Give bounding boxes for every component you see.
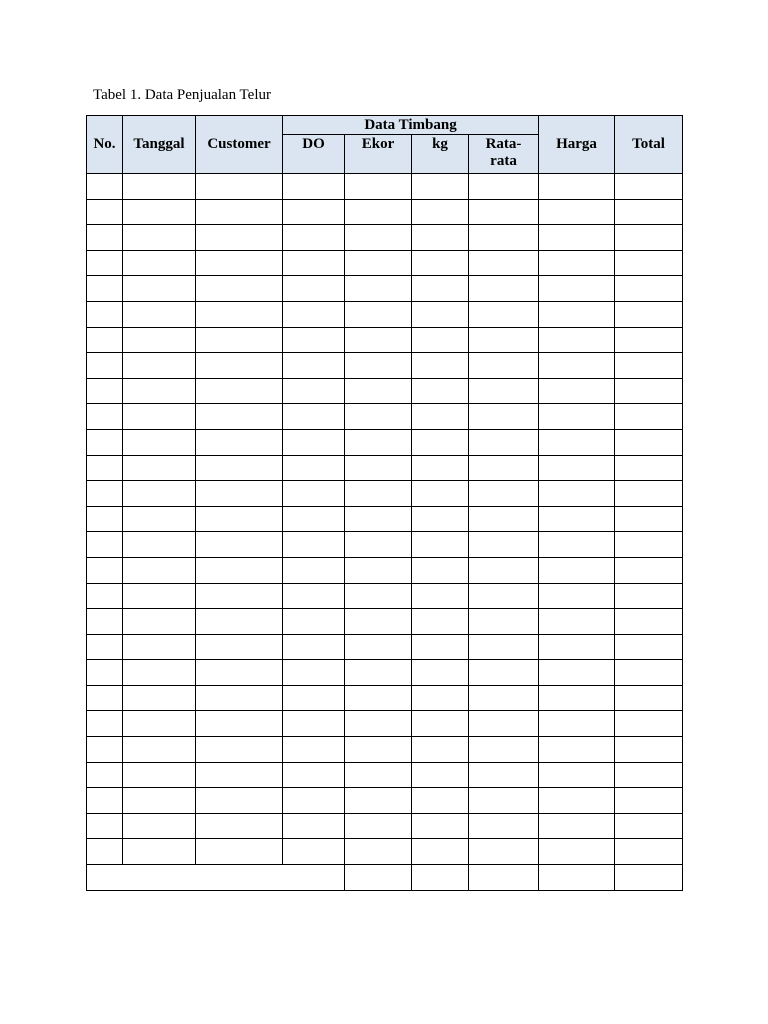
cell-total: [615, 813, 683, 839]
cell-harga: [539, 225, 615, 251]
cell-customer: [196, 813, 283, 839]
cell-kg: [412, 455, 469, 481]
header-total: Total: [615, 116, 683, 174]
cell-rata-rata: [469, 557, 539, 583]
cell-do: [283, 813, 345, 839]
cell-total: [615, 481, 683, 507]
cell-do: [283, 353, 345, 379]
table-row: [87, 276, 683, 302]
cell-no: [87, 711, 123, 737]
cell-customer: [196, 327, 283, 353]
cell-ekor: [345, 737, 412, 763]
cell-do: [283, 455, 345, 481]
summary-cell-ekor: [345, 865, 412, 891]
cell-harga: [539, 583, 615, 609]
cell-customer: [196, 378, 283, 404]
cell-tanggal: [123, 762, 196, 788]
table-row: [87, 788, 683, 814]
cell-rata-rata: [469, 378, 539, 404]
cell-total: [615, 225, 683, 251]
cell-rata-rata: [469, 429, 539, 455]
cell-no: [87, 481, 123, 507]
cell-ekor: [345, 532, 412, 558]
cell-rata-rata: [469, 276, 539, 302]
cell-do: [283, 634, 345, 660]
table-row: [87, 429, 683, 455]
cell-rata-rata: [469, 788, 539, 814]
cell-do: [283, 481, 345, 507]
table-row: [87, 199, 683, 225]
cell-no: [87, 276, 123, 302]
cell-no: [87, 532, 123, 558]
table-row: [87, 634, 683, 660]
table-row: [87, 685, 683, 711]
cell-harga: [539, 429, 615, 455]
cell-customer: [196, 660, 283, 686]
cell-customer: [196, 276, 283, 302]
cell-harga: [539, 788, 615, 814]
cell-kg: [412, 583, 469, 609]
cell-tanggal: [123, 404, 196, 430]
cell-ekor: [345, 378, 412, 404]
cell-kg: [412, 174, 469, 200]
cell-ekor: [345, 506, 412, 532]
cell-harga: [539, 532, 615, 558]
cell-kg: [412, 737, 469, 763]
cell-no: [87, 250, 123, 276]
cell-harga: [539, 737, 615, 763]
cell-harga: [539, 557, 615, 583]
cell-kg: [412, 660, 469, 686]
cell-harga: [539, 174, 615, 200]
cell-rata-rata: [469, 609, 539, 635]
cell-tanggal: [123, 532, 196, 558]
cell-harga: [539, 839, 615, 865]
cell-no: [87, 609, 123, 635]
cell-kg: [412, 276, 469, 302]
cell-harga: [539, 609, 615, 635]
cell-no: [87, 327, 123, 353]
cell-kg: [412, 481, 469, 507]
cell-tanggal: [123, 506, 196, 532]
cell-total: [615, 506, 683, 532]
cell-kg: [412, 225, 469, 251]
table-header: [87, 116, 683, 174]
cell-total: [615, 250, 683, 276]
cell-kg: [412, 685, 469, 711]
cell-no: [87, 199, 123, 225]
cell-total: [615, 301, 683, 327]
cell-ekor: [345, 762, 412, 788]
cell-customer: [196, 225, 283, 251]
cell-do: [283, 788, 345, 814]
cell-ekor: [345, 685, 412, 711]
cell-ekor: [345, 583, 412, 609]
cell-total: [615, 762, 683, 788]
cell-tanggal: [123, 788, 196, 814]
cell-ekor: [345, 225, 412, 251]
cell-ekor: [345, 813, 412, 839]
table-row: [87, 506, 683, 532]
cell-ekor: [345, 353, 412, 379]
cell-customer: [196, 250, 283, 276]
table-row: [87, 404, 683, 430]
cell-total: [615, 353, 683, 379]
cell-total: [615, 327, 683, 353]
cell-kg: [412, 711, 469, 737]
cell-kg: [412, 839, 469, 865]
cell-customer: [196, 532, 283, 558]
cell-total: [615, 557, 683, 583]
table-row: [87, 660, 683, 686]
cell-customer: [196, 788, 283, 814]
cell-rata-rata: [469, 455, 539, 481]
cell-harga: [539, 711, 615, 737]
summary-cell-kg: [412, 865, 469, 891]
cell-tanggal: [123, 250, 196, 276]
cell-total: [615, 583, 683, 609]
cell-do: [283, 506, 345, 532]
table-row: [87, 737, 683, 763]
cell-kg: [412, 378, 469, 404]
table-body: [87, 174, 683, 891]
cell-rata-rata: [469, 762, 539, 788]
cell-customer: [196, 762, 283, 788]
cell-kg: [412, 557, 469, 583]
cell-harga: [539, 762, 615, 788]
table-row: [87, 609, 683, 635]
cell-ekor: [345, 634, 412, 660]
cell-tanggal: [123, 276, 196, 302]
cell-customer: [196, 634, 283, 660]
cell-rata-rata: [469, 404, 539, 430]
cell-harga: [539, 404, 615, 430]
cell-ekor: [345, 199, 412, 225]
cell-rata-rata: [469, 660, 539, 686]
cell-ekor: [345, 276, 412, 302]
cell-tanggal: [123, 378, 196, 404]
table-caption: Tabel 1. Data Penjualan Telur: [93, 87, 271, 103]
cell-tanggal: [123, 429, 196, 455]
cell-harga: [539, 199, 615, 225]
cell-do: [283, 557, 345, 583]
cell-total: [615, 788, 683, 814]
header-rata-rata: Rata- rata: [469, 135, 539, 174]
cell-customer: [196, 481, 283, 507]
cell-tanggal: [123, 737, 196, 763]
cell-total: [615, 660, 683, 686]
cell-do: [283, 378, 345, 404]
cell-rata-rata: [469, 327, 539, 353]
cell-kg: [412, 199, 469, 225]
cell-total: [615, 737, 683, 763]
header-customer: Customer: [196, 116, 283, 174]
cell-total: [615, 634, 683, 660]
cell-harga: [539, 813, 615, 839]
table-row: [87, 378, 683, 404]
cell-customer: [196, 839, 283, 865]
cell-kg: [412, 762, 469, 788]
cell-do: [283, 276, 345, 302]
cell-ekor: [345, 404, 412, 430]
cell-harga: [539, 481, 615, 507]
cell-tanggal: [123, 199, 196, 225]
cell-harga: [539, 506, 615, 532]
cell-no: [87, 378, 123, 404]
cell-tanggal: [123, 634, 196, 660]
cell-customer: [196, 199, 283, 225]
cell-customer: [196, 455, 283, 481]
table-row: [87, 711, 683, 737]
header-do: DO: [283, 135, 345, 174]
cell-no: [87, 813, 123, 839]
cell-ekor: [345, 429, 412, 455]
cell-kg: [412, 327, 469, 353]
table-row: [87, 174, 683, 200]
cell-tanggal: [123, 609, 196, 635]
cell-do: [283, 327, 345, 353]
cell-no: [87, 455, 123, 481]
cell-customer: [196, 404, 283, 430]
cell-total: [615, 839, 683, 865]
cell-no: [87, 583, 123, 609]
cell-customer: [196, 429, 283, 455]
cell-do: [283, 429, 345, 455]
cell-do: [283, 762, 345, 788]
cell-no: [87, 660, 123, 686]
cell-total: [615, 685, 683, 711]
cell-ekor: [345, 557, 412, 583]
cell-ekor: [345, 481, 412, 507]
cell-tanggal: [123, 660, 196, 686]
cell-total: [615, 199, 683, 225]
summary-cell-harga: [539, 865, 615, 891]
table-row: [87, 250, 683, 276]
cell-do: [283, 532, 345, 558]
header-harga: Harga: [539, 116, 615, 174]
cell-rata-rata: [469, 353, 539, 379]
cell-harga: [539, 353, 615, 379]
cell-ekor: [345, 327, 412, 353]
cell-no: [87, 762, 123, 788]
cell-rata-rata: [469, 250, 539, 276]
cell-kg: [412, 788, 469, 814]
cell-harga: [539, 250, 615, 276]
cell-harga: [539, 685, 615, 711]
cell-rata-rata: [469, 174, 539, 200]
summary-cell-rata-rata: [469, 865, 539, 891]
cell-tanggal: [123, 839, 196, 865]
header-kg: kg: [412, 135, 469, 174]
cell-total: [615, 711, 683, 737]
cell-no: [87, 737, 123, 763]
cell-do: [283, 301, 345, 327]
summary-row: [87, 865, 683, 891]
cell-no: [87, 301, 123, 327]
cell-rata-rata: [469, 532, 539, 558]
cell-tanggal: [123, 481, 196, 507]
cell-tanggal: [123, 583, 196, 609]
cell-customer: [196, 301, 283, 327]
cell-kg: [412, 609, 469, 635]
cell-harga: [539, 660, 615, 686]
cell-rata-rata: [469, 225, 539, 251]
header-ekor: Ekor: [345, 135, 412, 174]
cell-rata-rata: [469, 506, 539, 532]
cell-rata-rata: [469, 737, 539, 763]
cell-total: [615, 609, 683, 635]
summary-label-cell: [87, 865, 345, 891]
cell-do: [283, 839, 345, 865]
cell-no: [87, 353, 123, 379]
cell-ekor: [345, 711, 412, 737]
cell-no: [87, 839, 123, 865]
cell-rata-rata: [469, 583, 539, 609]
cell-customer: [196, 174, 283, 200]
cell-no: [87, 429, 123, 455]
table-row: [87, 762, 683, 788]
cell-total: [615, 276, 683, 302]
cell-harga: [539, 301, 615, 327]
cell-do: [283, 685, 345, 711]
cell-rata-rata: [469, 685, 539, 711]
cell-customer: [196, 557, 283, 583]
cell-harga: [539, 276, 615, 302]
table-row: [87, 301, 683, 327]
cell-kg: [412, 506, 469, 532]
table-row: [87, 839, 683, 865]
table-row: [87, 481, 683, 507]
cell-no: [87, 404, 123, 430]
cell-do: [283, 583, 345, 609]
header-data-timbang: Data Timbang: [283, 116, 539, 135]
cell-tanggal: [123, 813, 196, 839]
cell-harga: [539, 634, 615, 660]
cell-rata-rata: [469, 634, 539, 660]
cell-no: [87, 225, 123, 251]
cell-rata-rata: [469, 839, 539, 865]
cell-customer: [196, 711, 283, 737]
cell-kg: [412, 250, 469, 276]
cell-rata-rata: [469, 199, 539, 225]
cell-harga: [539, 455, 615, 481]
cell-total: [615, 378, 683, 404]
cell-rata-rata: [469, 711, 539, 737]
cell-no: [87, 557, 123, 583]
cell-no: [87, 174, 123, 200]
cell-customer: [196, 583, 283, 609]
cell-kg: [412, 532, 469, 558]
cell-ekor: [345, 250, 412, 276]
cell-ekor: [345, 301, 412, 327]
cell-ekor: [345, 788, 412, 814]
cell-tanggal: [123, 327, 196, 353]
cell-ekor: [345, 174, 412, 200]
table-row: [87, 225, 683, 251]
cell-do: [283, 737, 345, 763]
cell-rata-rata: [469, 481, 539, 507]
cell-do: [283, 711, 345, 737]
cell-no: [87, 506, 123, 532]
cell-tanggal: [123, 557, 196, 583]
cell-do: [283, 250, 345, 276]
cell-kg: [412, 429, 469, 455]
cell-ekor: [345, 660, 412, 686]
cell-rata-rata: [469, 813, 539, 839]
cell-do: [283, 609, 345, 635]
table-row: [87, 583, 683, 609]
cell-rata-rata: [469, 301, 539, 327]
cell-tanggal: [123, 353, 196, 379]
cell-total: [615, 429, 683, 455]
summary-cell-total: [615, 865, 683, 891]
cell-do: [283, 225, 345, 251]
cell-kg: [412, 301, 469, 327]
table-row: [87, 353, 683, 379]
cell-tanggal: [123, 455, 196, 481]
table-row: [87, 532, 683, 558]
header-tanggal: Tanggal: [123, 116, 196, 174]
cell-ekor: [345, 839, 412, 865]
cell-no: [87, 634, 123, 660]
cell-customer: [196, 609, 283, 635]
cell-do: [283, 660, 345, 686]
table-row: [87, 455, 683, 481]
cell-tanggal: [123, 685, 196, 711]
cell-no: [87, 788, 123, 814]
cell-kg: [412, 353, 469, 379]
cell-no: [87, 685, 123, 711]
cell-do: [283, 174, 345, 200]
cell-kg: [412, 634, 469, 660]
cell-ekor: [345, 455, 412, 481]
cell-customer: [196, 685, 283, 711]
table-row: [87, 557, 683, 583]
cell-total: [615, 455, 683, 481]
cell-total: [615, 174, 683, 200]
table-row: [87, 327, 683, 353]
cell-harga: [539, 327, 615, 353]
cell-customer: [196, 353, 283, 379]
cell-ekor: [345, 609, 412, 635]
cell-customer: [196, 737, 283, 763]
cell-customer: [196, 506, 283, 532]
cell-kg: [412, 404, 469, 430]
header-no: No.: [87, 116, 123, 174]
cell-do: [283, 199, 345, 225]
cell-total: [615, 532, 683, 558]
cell-tanggal: [123, 301, 196, 327]
table-row: [87, 813, 683, 839]
cell-do: [283, 404, 345, 430]
cell-total: [615, 404, 683, 430]
cell-kg: [412, 813, 469, 839]
cell-harga: [539, 378, 615, 404]
cell-tanggal: [123, 174, 196, 200]
cell-tanggal: [123, 711, 196, 737]
sales-data-table: [86, 115, 683, 891]
cell-tanggal: [123, 225, 196, 251]
